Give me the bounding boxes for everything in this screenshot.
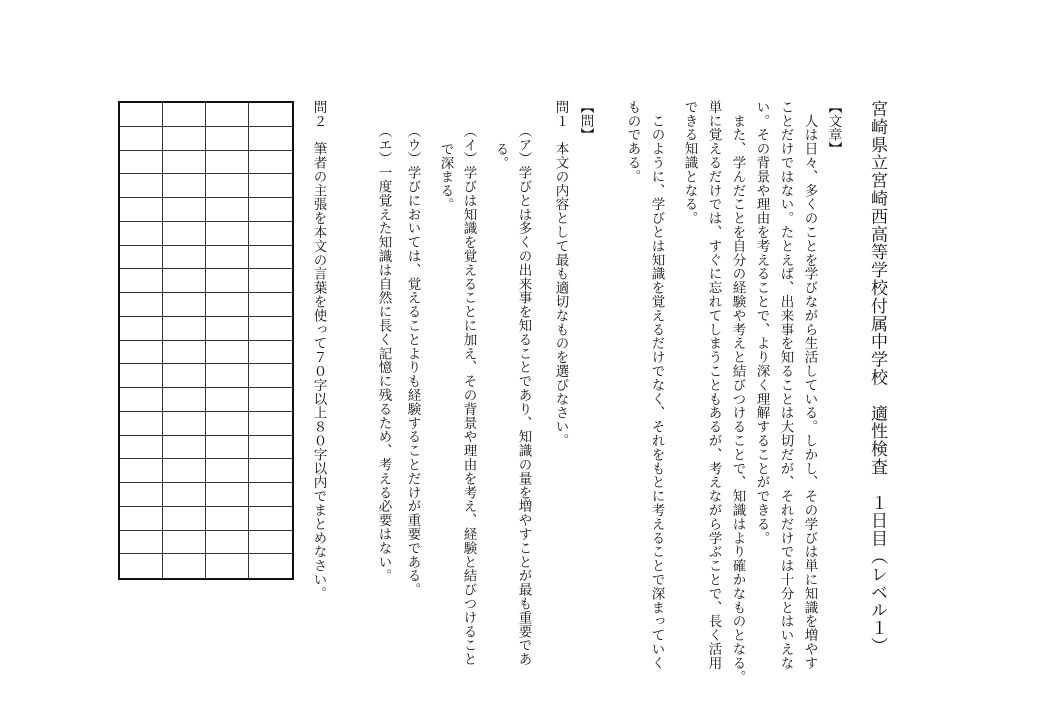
option-e: （エ）一度覚えた知識は自然に長く記憶に残るため、考える必要はない。 <box>375 124 392 583</box>
answer-grid-cell[interactable] <box>249 317 292 341</box>
passage-line: また、学んだことを自分の経験や考えと結びつけることで、知識はより確かなものとなる。 <box>729 100 746 684</box>
answer-grid-cell[interactable] <box>120 483 163 507</box>
question-2-stem: 問２ 筆者の主張を本文の言葉を使って７０字以上８０字以内でまとめなさい。 <box>310 100 327 601</box>
answer-grid-cell[interactable] <box>163 412 206 436</box>
questions-heading: 【問】 <box>577 100 594 142</box>
answer-grid-cell[interactable] <box>249 127 292 151</box>
answer-grid-cell[interactable] <box>249 246 292 270</box>
answer-grid-cell[interactable] <box>120 269 163 293</box>
passage-line: 人は日々、多くのことを学びながら生活している。しかし、その学びは単に知識を増やす <box>801 100 818 670</box>
answer-grid-cell[interactable] <box>120 459 163 483</box>
answer-grid-cell[interactable] <box>163 483 206 507</box>
answer-grid-cell[interactable] <box>206 507 249 531</box>
passage-line: このように、学びとは知識を覚えるだけでなく、それをもとに考えることで深まっていく <box>648 100 665 670</box>
answer-grid-cell[interactable] <box>120 388 163 412</box>
passage-line: い。その背景や理由を考えることで、より深く理解することができる。 <box>753 100 770 545</box>
answer-grid-cell[interactable] <box>249 483 292 507</box>
option-a: （ア）学びとは多くの出来事を知ることであり、知識の量を増やすことが最も重要であ <box>515 124 532 667</box>
answer-grid-cell[interactable] <box>206 554 249 578</box>
answer-grid-cell[interactable] <box>206 341 249 365</box>
option-u: （ウ）学びにおいては、覚えることよりも経験することだけが重要である。 <box>404 124 421 597</box>
answer-grid-cell[interactable] <box>206 103 249 127</box>
answer-grid-cell[interactable] <box>120 412 163 436</box>
answer-grid-cell[interactable] <box>206 222 249 246</box>
answer-grid-cell[interactable] <box>249 531 292 555</box>
answer-grid-cell[interactable] <box>206 246 249 270</box>
answer-grid-cell[interactable] <box>249 174 292 198</box>
answer-grid-cell[interactable] <box>120 317 163 341</box>
answer-grid-cell[interactable] <box>249 554 292 578</box>
answer-grid-cell[interactable] <box>120 554 163 578</box>
answer-grid-cell[interactable] <box>163 459 206 483</box>
answer-grid-cell[interactable] <box>163 507 206 531</box>
option-a-continued: る。 <box>492 142 509 170</box>
answer-grid-cell[interactable] <box>249 436 292 460</box>
answer-grid-cell[interactable] <box>206 459 249 483</box>
answer-grid-cell[interactable] <box>163 198 206 222</box>
answer-grid-cell[interactable] <box>249 341 292 365</box>
answer-grid-cell[interactable] <box>206 293 249 317</box>
answer-grid-cell[interactable] <box>120 151 163 175</box>
option-i-continued: で深まる。 <box>437 142 454 212</box>
answer-grid-cell[interactable] <box>249 459 292 483</box>
answer-grid-cell[interactable] <box>120 293 163 317</box>
answer-grid-cell[interactable] <box>163 103 206 127</box>
answer-grid-cell[interactable] <box>163 293 206 317</box>
passage-line: できる知識となる。 <box>681 100 698 226</box>
answer-grid-cell[interactable] <box>120 436 163 460</box>
answer-grid-cell[interactable] <box>249 198 292 222</box>
passage-line: ものである。 <box>624 100 641 184</box>
answer-grid-cell[interactable] <box>249 412 292 436</box>
answer-grid-cell[interactable] <box>120 127 163 151</box>
answer-grid-cell[interactable] <box>120 198 163 222</box>
answer-grid-cell[interactable] <box>163 174 206 198</box>
answer-grid-cell[interactable] <box>163 341 206 365</box>
answer-grid-cell[interactable] <box>163 317 206 341</box>
option-i: （イ）学びは知識を覚えることに加え、その背景や理由を考え、経験と結びつけること <box>460 124 477 667</box>
answer-grid-cell[interactable] <box>120 507 163 531</box>
answer-grid-cell[interactable] <box>249 507 292 531</box>
answer-grid-cell[interactable] <box>120 531 163 555</box>
answer-grid-cell[interactable] <box>206 198 249 222</box>
answer-grid-cell[interactable] <box>206 151 249 175</box>
answer-grid-cell[interactable] <box>206 436 249 460</box>
answer-grid-cell[interactable] <box>206 317 249 341</box>
answer-grid-cell[interactable] <box>163 127 206 151</box>
answer-grid-cell[interactable] <box>120 103 163 127</box>
answer-grid-cell[interactable] <box>120 222 163 246</box>
answer-grid-cell[interactable] <box>163 364 206 388</box>
answer-grid-cell[interactable] <box>206 269 249 293</box>
answer-grid-cell[interactable] <box>249 388 292 412</box>
answer-grid-cell[interactable] <box>163 246 206 270</box>
answer-grid-cell[interactable] <box>163 222 206 246</box>
answer-grid-cell[interactable] <box>163 436 206 460</box>
answer-grid-cell[interactable] <box>163 269 206 293</box>
answer-grid-cell[interactable] <box>206 174 249 198</box>
page-title: 宮崎県立宮崎西高等学校付属中学校 適性検査 １日目（レベル１） <box>867 100 887 655</box>
answer-grid-cell[interactable] <box>120 174 163 198</box>
answer-grid-cell[interactable] <box>163 151 206 175</box>
answer-grid-cell[interactable] <box>163 531 206 555</box>
answer-grid-cell[interactable] <box>206 388 249 412</box>
answer-grid-cell[interactable] <box>249 293 292 317</box>
answer-grid-cell[interactable] <box>249 364 292 388</box>
answer-grid-cell[interactable] <box>120 341 163 365</box>
answer-grid-cell[interactable] <box>249 222 292 246</box>
passage-line: ことだけではない。たとえば、出来事を知ることは大切だが、それだけでは十分とはいえな <box>777 100 794 670</box>
answer-grid-cell[interactable] <box>206 412 249 436</box>
answer-grid-cell[interactable] <box>206 483 249 507</box>
answer-grid[interactable] <box>118 101 294 580</box>
answer-grid-cell[interactable] <box>120 246 163 270</box>
answer-grid-cell[interactable] <box>163 388 206 412</box>
answer-grid-cell[interactable] <box>249 151 292 175</box>
answer-grid-cell[interactable] <box>249 269 292 293</box>
answer-grid-cell[interactable] <box>163 554 206 578</box>
answer-grid-cell[interactable] <box>206 531 249 555</box>
question-1-stem: 問１ 本文の内容として最も適切なものを選びなさい。 <box>552 100 569 448</box>
passage-line: 単に覚えるだけでは、すぐに忘れてしまうこともあるが、考えながら学ぶことで、長く活用 <box>705 100 722 670</box>
passage-heading: 【文章】 <box>825 100 842 156</box>
answer-grid-cell[interactable] <box>206 364 249 388</box>
answer-grid-cell[interactable] <box>206 127 249 151</box>
answer-grid-cell[interactable] <box>120 364 163 388</box>
answer-grid-cell[interactable] <box>249 103 292 127</box>
